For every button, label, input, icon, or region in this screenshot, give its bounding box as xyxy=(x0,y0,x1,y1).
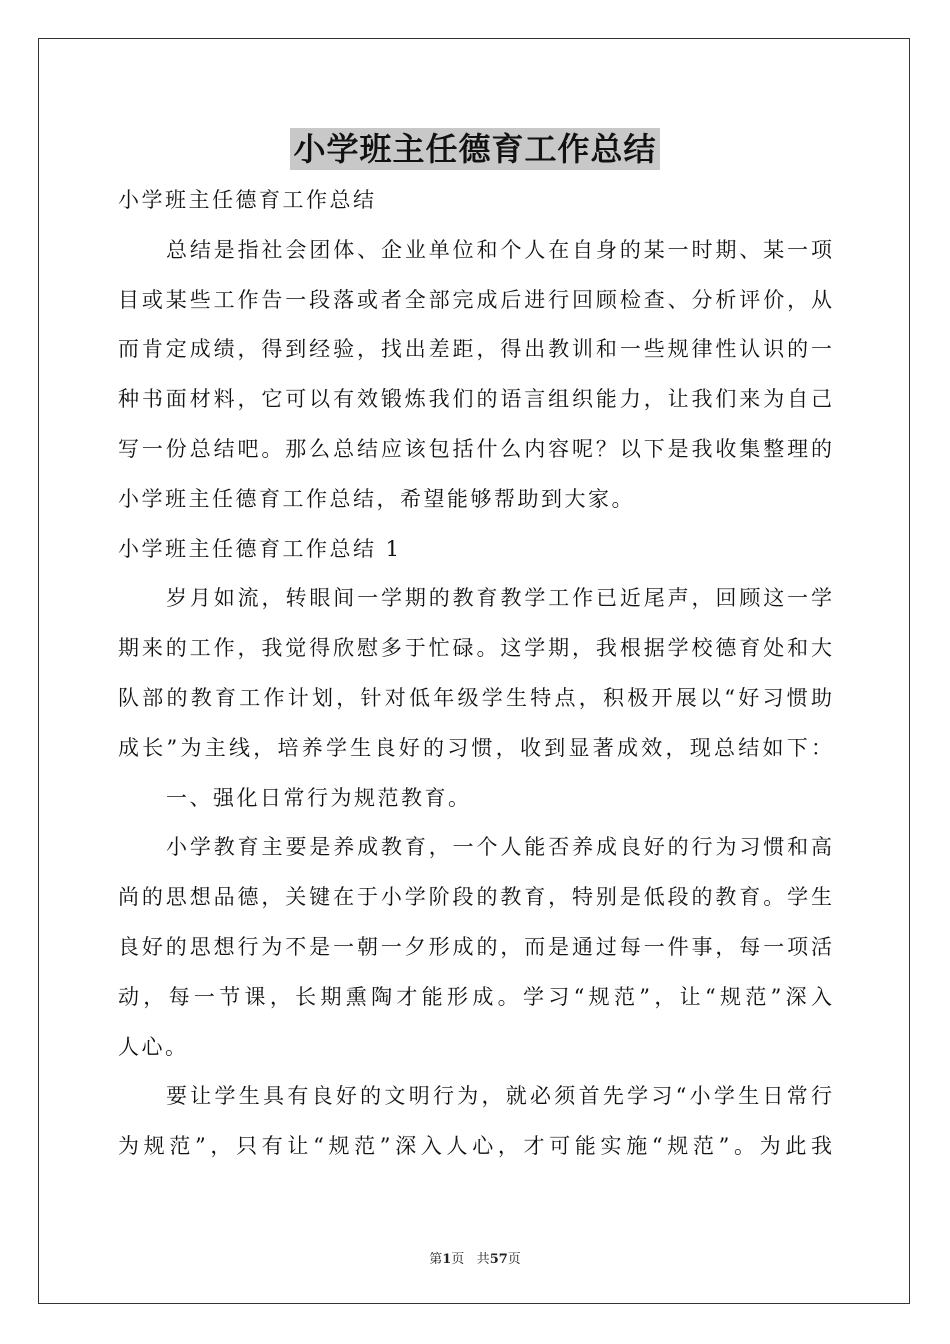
text-line: 小学班主任德育工作总结，希望能够帮助到大家。 xyxy=(118,486,635,511)
text-line: 而肯定成绩，得到经验，找出差距，得出教训和一些规律性认识的一 xyxy=(118,337,832,362)
text-line: 人心。 xyxy=(118,1034,189,1059)
text-line: 种书面材料，它可以有效锻炼我们的语言组织能力，让我们来为自己 xyxy=(118,387,832,412)
text-line: 队部的教育工作计划，针对低年级学生特点，积极开展以“好习惯助 xyxy=(118,685,832,710)
text-line: 小学教育主要是养成教育，一个人能否养成良好的行为习惯和高 xyxy=(166,835,832,860)
footer-page-suffix: 页 xyxy=(451,1252,465,1267)
footer-total-pages: 57 xyxy=(489,1252,508,1267)
text-line: 小学班主任德育工作总结 1 xyxy=(118,536,402,561)
footer-total-prefix: 共 xyxy=(476,1252,490,1267)
text-line: 写一份总结吧。那么总结应该包括什么内容呢？以下是我收集整理的 xyxy=(118,436,832,461)
text-line: 良好的思想行为不是一朝一夕形成的，而是通过每一件事，每一项活 xyxy=(118,934,832,959)
title-wrap xyxy=(0,128,950,170)
text-line: 成长”为主线，培养学生良好的习惯，收到显著成效，现总结如下： xyxy=(118,735,832,760)
text-line: 期来的工作，我觉得欣慰多于忙碌。这学期，我根据学校德育处和大 xyxy=(118,636,832,661)
text-line: 为规范”，只有让“规范”深入人心，才可能实施“规范”。为此我 xyxy=(118,1134,832,1159)
text-line: 小学班主任德育工作总结 xyxy=(118,188,377,212)
footer-total-suffix: 页 xyxy=(507,1252,521,1267)
text-line: 岁月如流，转眼间一学期的教育教学工作已近尾声，回顾这一学 xyxy=(166,586,832,611)
text-line: 要让学生具有良好的文明行为，就必须首先学习“小学生日常行 xyxy=(166,1084,832,1109)
document-title: 小学班主任德育工作总结 xyxy=(290,128,659,170)
text-line: 尚的思想品德，关键在于小学阶段的教育，特别是低段的教育。学生 xyxy=(118,885,832,910)
footer-prefix: 第 xyxy=(429,1252,443,1267)
text-line: 目或某些工作告一段落或者全部完成后进行回顾检查、分析评价，从 xyxy=(118,287,832,312)
document-body xyxy=(118,176,832,1172)
page-footer xyxy=(0,1248,950,1267)
text-line: 总结是指社会团体、企业单位和个人在自身的某一时期、某一项 xyxy=(166,237,832,262)
text-line: 动，每一节课，长期熏陶才能形成。学习“规范”，让“规范”深入 xyxy=(118,984,832,1009)
text-line: 一、强化日常行为规范教育。 xyxy=(166,785,472,810)
footer-page-number: 1 xyxy=(442,1252,452,1267)
